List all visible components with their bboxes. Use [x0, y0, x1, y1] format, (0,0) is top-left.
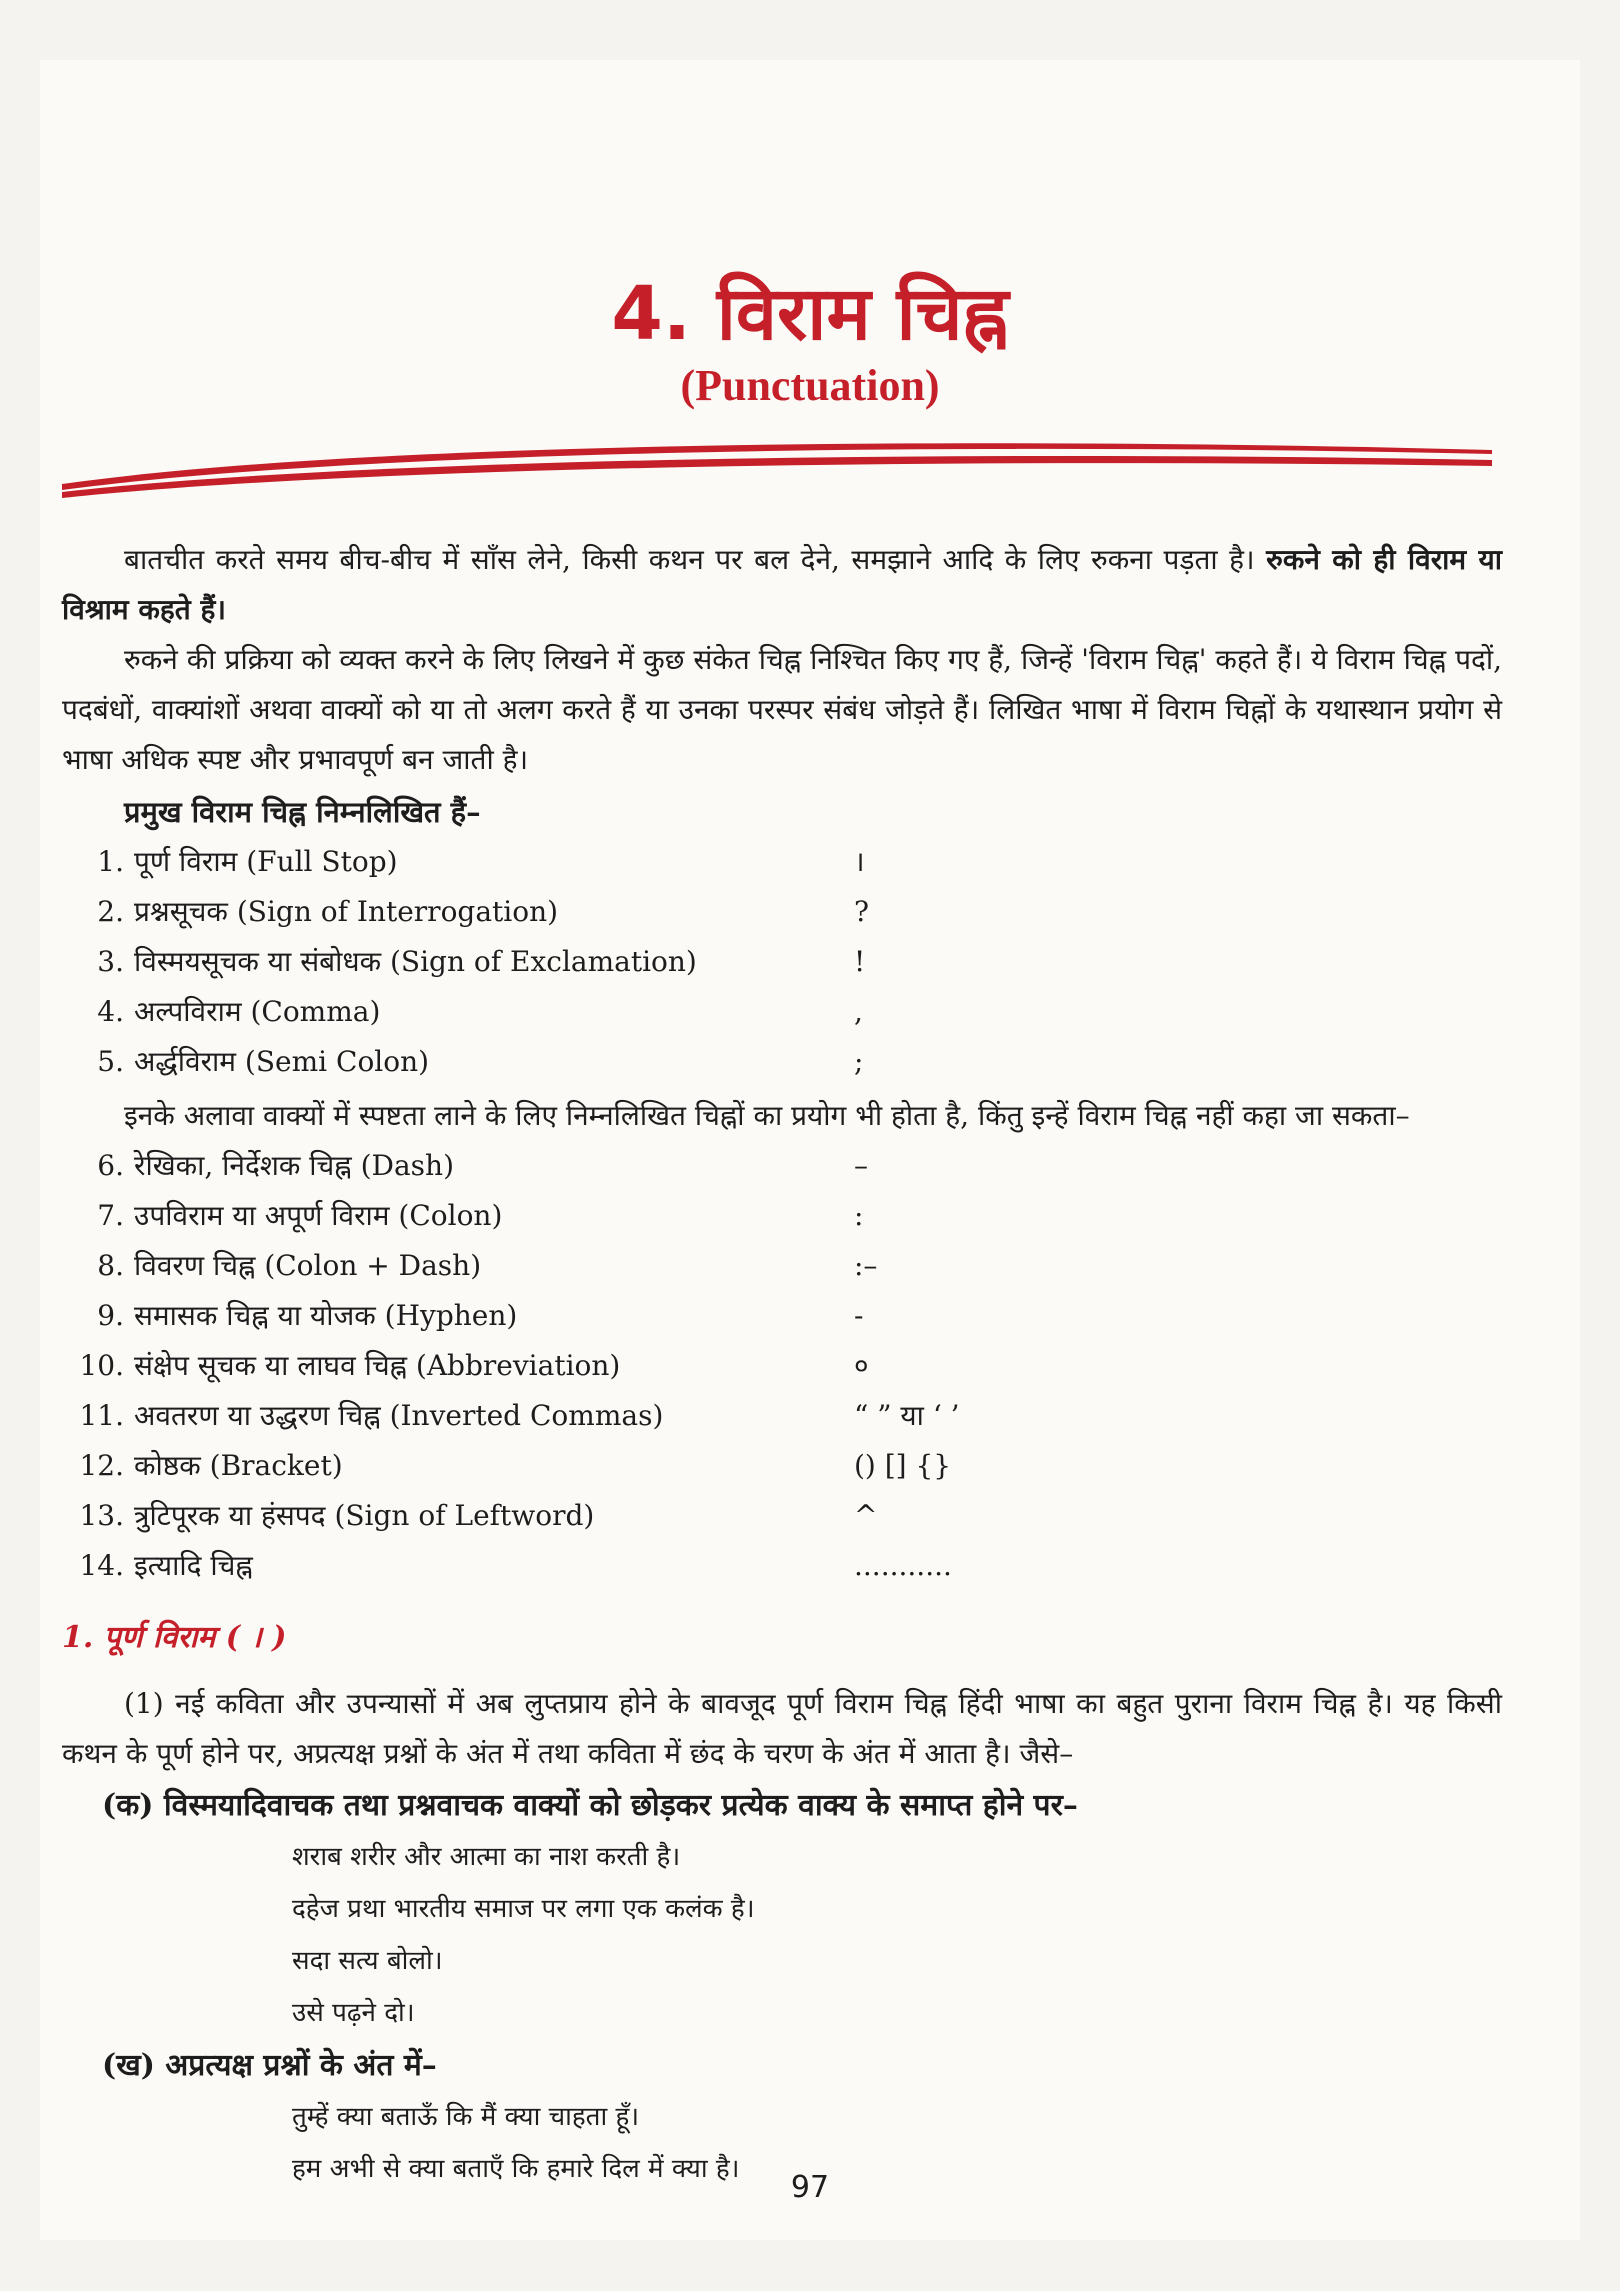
example-item: शराब शरीर और आत्मा का नाश करती है।	[292, 1842, 681, 1872]
item-symbol: ^	[854, 1499, 878, 1532]
examples-list-a	[292, 1831, 1502, 2039]
item-symbol: !	[854, 945, 866, 978]
list-item	[62, 837, 1502, 887]
item-number: 9.	[97, 1299, 124, 1332]
content	[62, 535, 1502, 2195]
item-term: रेखिका, निर्देशक चिह्न (Dash)	[134, 1149, 455, 1182]
list-item	[62, 1191, 1502, 1241]
item-number: 11.	[79, 1399, 124, 1432]
main-marks-list	[62, 837, 1502, 1087]
item-number: 12.	[79, 1449, 124, 1482]
item-term: अल्पविराम (Comma)	[134, 995, 381, 1028]
item-number: 6.	[97, 1149, 124, 1182]
intro-text: बातचीत करते समय बीच-बीच में साँस लेने, किसी कथन पर बल देने, समझाने आदि के लिए रुकना पड़ता है।	[124, 543, 1267, 576]
item-symbol: ०	[854, 1349, 869, 1382]
item-number: 1.	[97, 845, 124, 878]
item-term: विस्मयसूचक या संबोधक (Sign of Exclamation)	[134, 945, 697, 978]
section-heading-full-stop: 1. पूर्ण विराम ( । )	[62, 1620, 287, 1655]
chapter-subtitle: (Punctuation)	[680, 361, 940, 410]
list-item	[62, 987, 1502, 1037]
list-item	[62, 1491, 1502, 1541]
item-term: कोष्ठक (Bracket)	[134, 1449, 343, 1482]
item-symbol: -	[854, 1299, 864, 1332]
item-symbol: –	[854, 1149, 868, 1182]
item-number: 3.	[97, 945, 124, 978]
item-number: 13.	[79, 1499, 124, 1532]
divider-swoosh-top	[62, 443, 1492, 490]
subsection-heading-b: (ख) अप्रत्यक्ष प्रश्नों के अंत में–	[102, 2048, 437, 2083]
list-item	[62, 937, 1502, 987]
full-stop-paragraph: (1) नई कविता और उपन्यासों में अब लुप्तप्राय होने के बावजूद पूर्ण विराम चिह्न हिंदी भाषा का बहुत पुराना विराम चिह्न है। यह किसी कथन के पूर्ण होने पर, अप्रत्यक्ष प्रश्नों के अंत में तथा कविता में छंद के चरण के अंत में आता है। जैसे–	[62, 1687, 1502, 1770]
example-item: तुम्हें क्या बताऊँ कि मैं क्या चाहता हूँ।	[292, 2102, 640, 2132]
list-item	[62, 1391, 1502, 1441]
item-symbol: () [] {}	[854, 1449, 952, 1482]
item-symbol: ।	[854, 845, 865, 878]
item-number: 5.	[97, 1045, 124, 1078]
item-symbol: ,	[854, 995, 863, 1028]
example-item: उसे पढ़ने दो।	[292, 1998, 415, 2028]
other-marks-note: इनके अलावा वाक्यों में स्पष्टता लाने के लिए निम्नलिखित चिह्नों का प्रयोग भी होता है, किंतु इन्हें विराम चिह्न नहीं कहा जा सकता–	[124, 1099, 1410, 1132]
list-item	[62, 1541, 1502, 1591]
list-item	[62, 887, 1502, 937]
intro-paragraph	[62, 535, 1502, 635]
item-symbol: :–	[854, 1249, 878, 1282]
item-term: प्रश्नसूचक (Sign of Interrogation)	[134, 895, 559, 928]
item-symbol: ...........	[854, 1549, 952, 1582]
explanation-paragraph: रुकने की प्रक्रिया को व्यक्त करने के लिए लिखने में कुछ संकेत चिह्न निश्चित किए गए हैं, जिन्हें 'विराम चिह्न' कहते हैं। ये विराम चिह्न पदों, पदबंधों, वाक्यांशों अथवा वाक्यों को या तो अलग करते हैं या उनका परस्पर संबंध जोड़ते हैं। लिखित भाषा में विराम चिह्नों के यथास्थान प्रयोग से भाषा अधिक स्पष्ट और प्रभावपूर्ण बन जाती है।	[62, 643, 1502, 776]
subsection-heading-a: (क) विस्मयादिवाचक तथा प्रश्नवाचक वाक्यों को छोड़कर प्रत्येक वाक्य के समाप्त होने पर–	[102, 1788, 1078, 1823]
item-term: विवरण चिह्न (Colon + Dash)	[134, 1249, 482, 1282]
item-term: इत्यादि चिह्न	[134, 1549, 253, 1582]
example-item: सदा सत्य बोलो।	[292, 1946, 443, 1976]
chapter-title: 4. विराम चिह्न	[611, 271, 1009, 357]
item-term: उपविराम या अपूर्ण विराम (Colon)	[134, 1199, 503, 1232]
book-page	[40, 60, 1580, 2240]
item-number: 14.	[79, 1549, 124, 1582]
item-number: 8.	[97, 1249, 124, 1282]
divider-swoosh-bottom	[62, 456, 1492, 498]
list-item	[62, 1441, 1502, 1491]
item-symbol: “ ” या ‘ ’	[854, 1399, 960, 1432]
item-term: संक्षेप सूचक या लाघव चिह्न (Abbreviation)	[134, 1349, 621, 1382]
main-marks-heading: प्रमुख विराम चिह्न निम्नलिखित हैं–	[124, 795, 481, 829]
item-term: समासक चिह्न या योजक (Hyphen)	[134, 1299, 518, 1332]
item-number: 10.	[79, 1349, 124, 1382]
item-term: त्रुटिपूरक या हंसपद (Sign of Leftword)	[134, 1499, 595, 1532]
list-item	[62, 1241, 1502, 1291]
item-term: पूर्ण विराम (Full Stop)	[134, 845, 398, 878]
item-symbol: :	[854, 1199, 864, 1232]
item-number: 4.	[97, 995, 124, 1028]
list-item	[62, 1341, 1502, 1391]
item-number: 2.	[97, 895, 124, 928]
example-item: दहेज प्रथा भारतीय समाज पर लगा एक कलंक है।	[292, 1894, 755, 1924]
item-symbol: ;	[854, 1045, 864, 1078]
list-item	[62, 1037, 1502, 1087]
title-divider	[62, 432, 1492, 508]
intro-definition: रुकने को ही विराम या विश्राम कहते हैं।	[62, 543, 1503, 626]
example-item: हम अभी से क्या बताएँ कि हमारे दिल में क्या है।	[292, 2154, 740, 2184]
page-number: 97	[790, 2170, 830, 2205]
other-marks-list	[62, 1141, 1502, 1591]
item-term: अवतरण या उद्धरण चिह्न (Inverted Commas)	[134, 1399, 664, 1432]
list-item	[62, 1291, 1502, 1341]
item-term: अर्द्धविराम (Semi Colon)	[134, 1045, 430, 1078]
list-item	[62, 1141, 1502, 1191]
item-number: 7.	[97, 1199, 124, 1232]
item-symbol: ?	[854, 895, 870, 928]
